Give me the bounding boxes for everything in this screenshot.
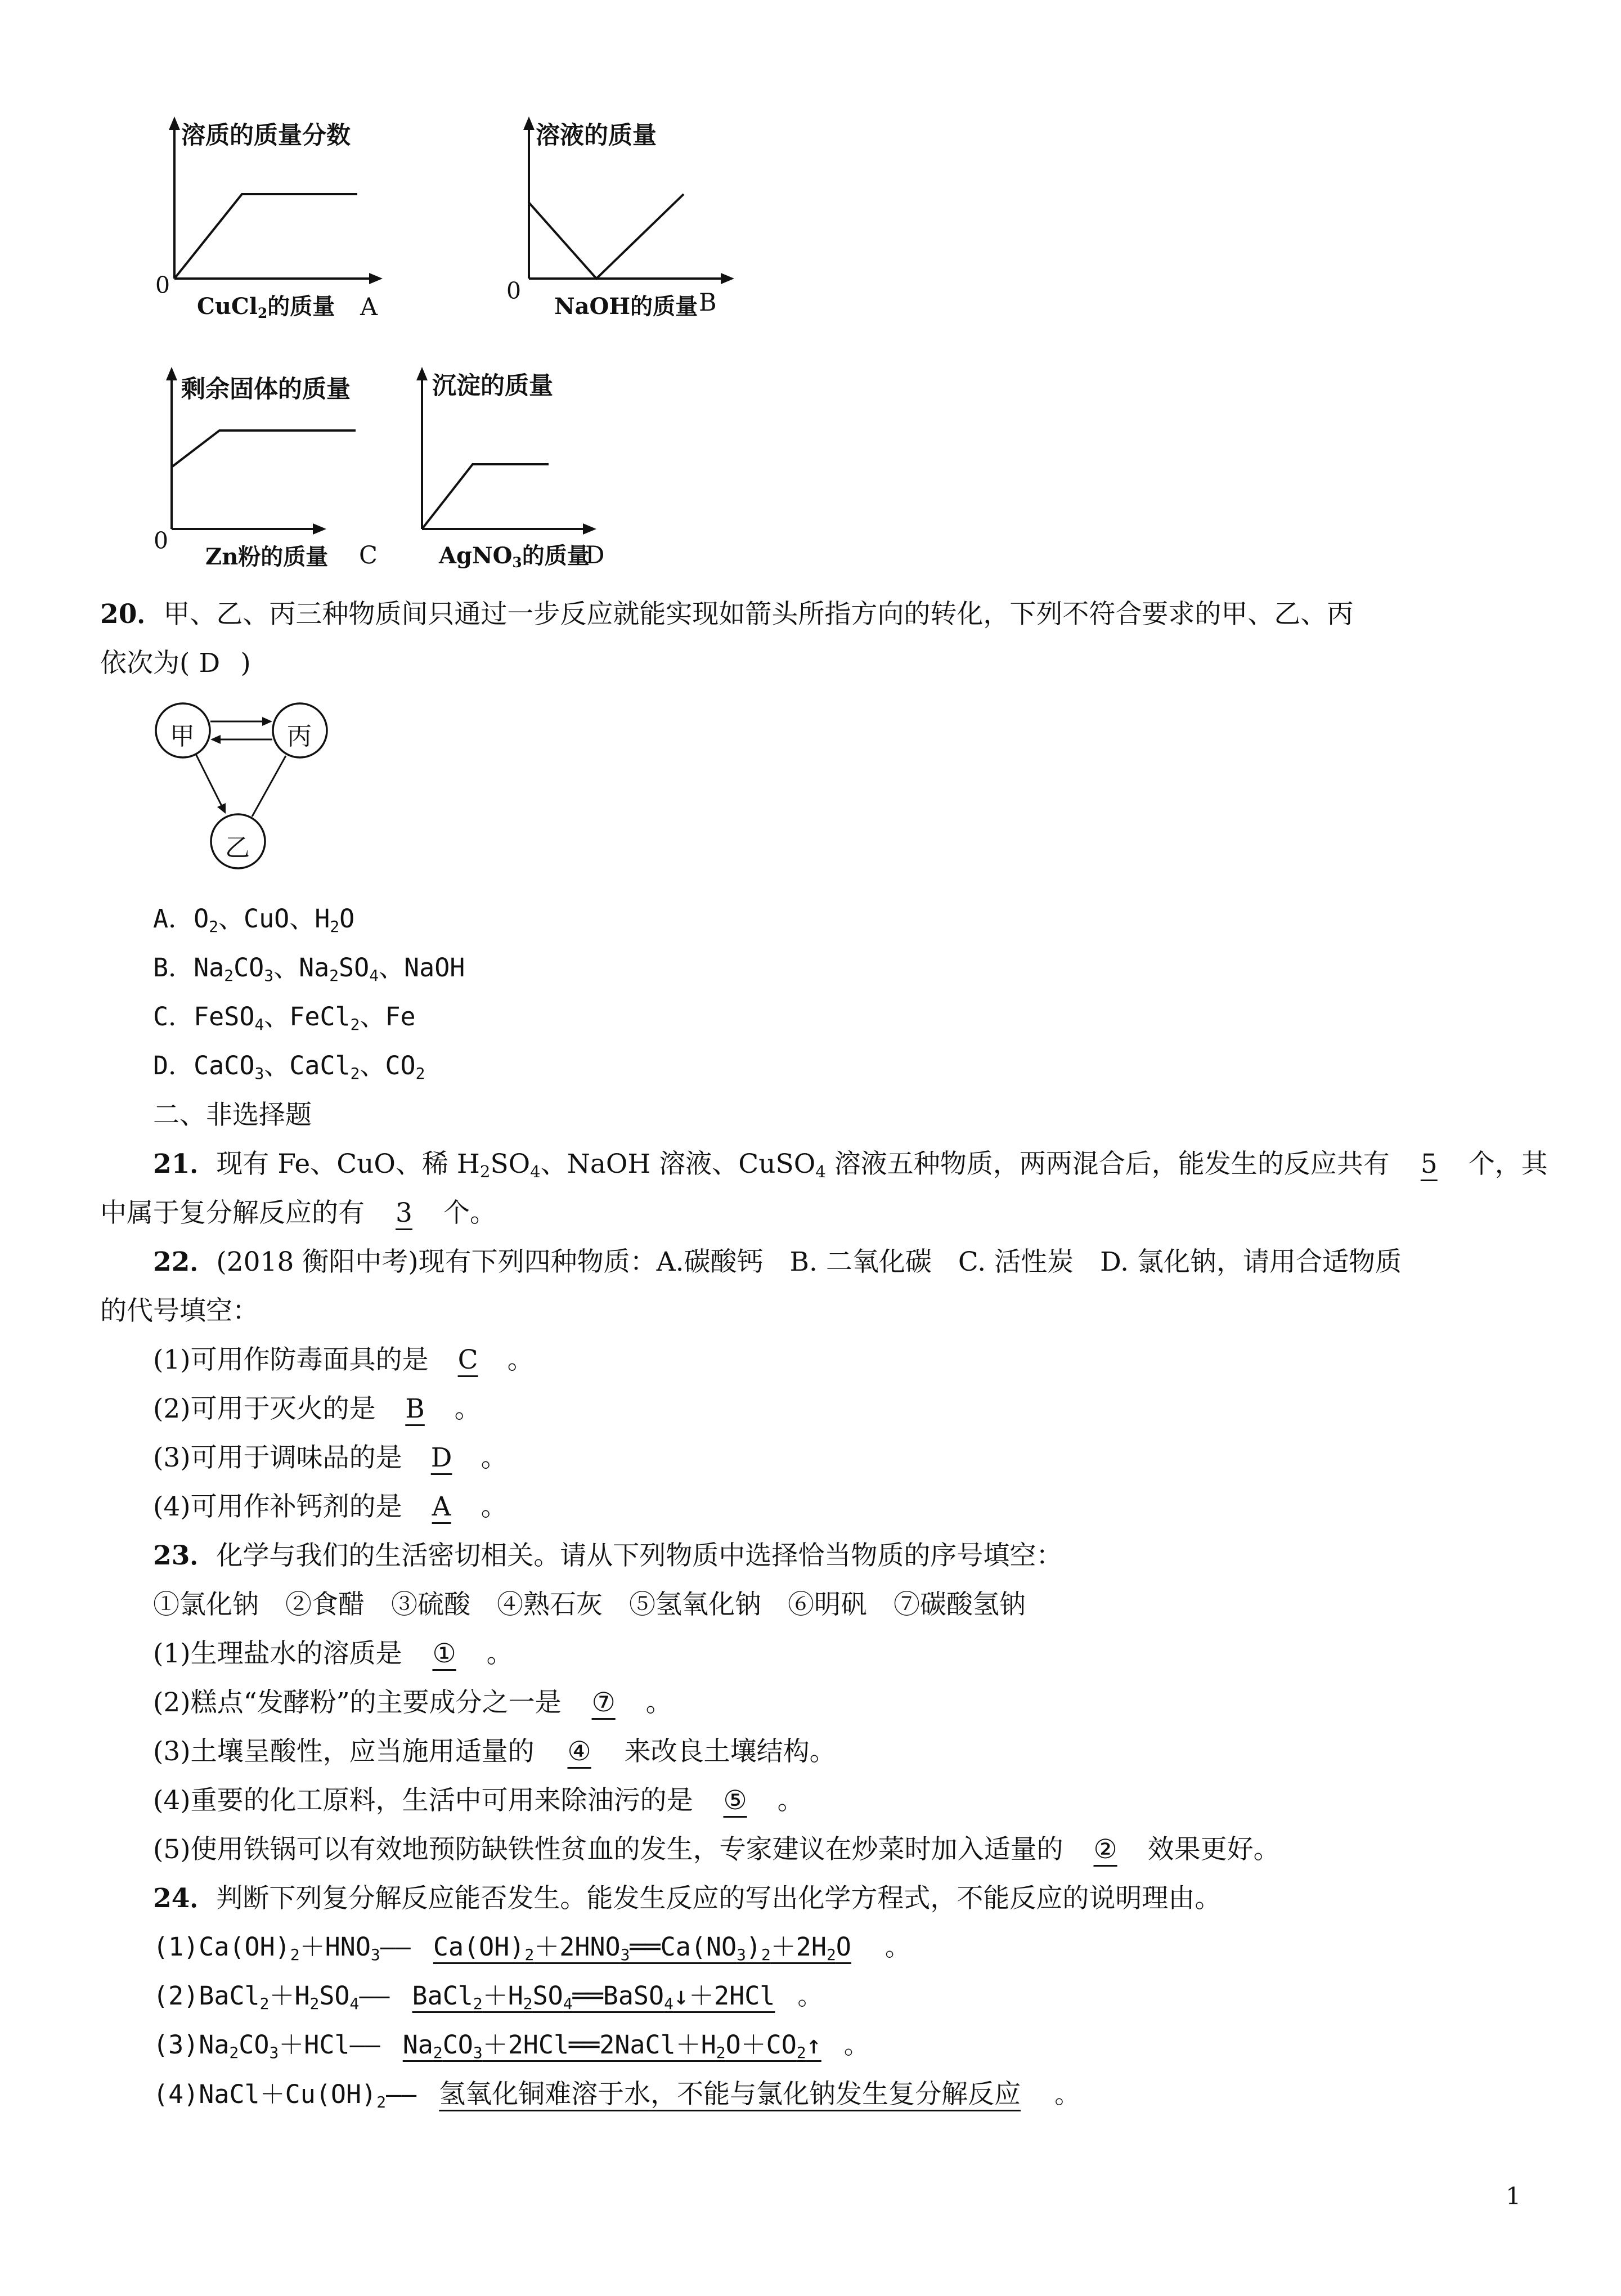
q20-option-b: B．$Na_2CO_3$、$Na_2SO_4$、NaOH — [153, 953, 465, 985]
graph-c-origin: 0 — [154, 527, 169, 554]
q21-text-1-end: 个，其 — [1468, 1149, 1548, 1180]
q23-text-1: 化学与我们的生活密切相关。请从下列物质中选择恰当物质的序号填空： — [216, 1540, 1063, 1571]
q20-text-2: 依次为( — [100, 648, 190, 679]
q23-item-stem: (4)重要的化工原料，生活中可用来除油污的是 — [153, 1785, 693, 1816]
node-yi: 乙 — [225, 833, 250, 862]
graph-b-curve — [529, 194, 684, 279]
q20-option-c: C．FeSO$_4$、FeCl$_2$、Fe — [153, 1002, 416, 1034]
graph-c-letter: C — [359, 541, 378, 569]
q22-line-2: 的代号填空： — [100, 1295, 259, 1326]
q24-item-end: 。 — [884, 1932, 910, 1962]
q22-item-3 — [153, 1442, 508, 1473]
node-jia: 甲 — [170, 722, 195, 751]
q23-item-5 — [153, 1836, 1280, 1863]
q23-item-stem: (3)土壤呈酸性，应当施用适量的 — [153, 1736, 535, 1767]
q23-item-end: 。 — [645, 1687, 672, 1718]
q24-item-2 — [153, 1983, 823, 2012]
q22-item-answer: A — [432, 1491, 451, 1522]
q21-answer-1: 5 — [1420, 1149, 1438, 1180]
q22-item-answer: B — [405, 1393, 425, 1424]
q24-item-stem: $(2)BaCl_2+H_2SO_4——$ — [153, 1981, 390, 2013]
graph-b-letter: B — [699, 289, 717, 317]
graph-d — [394, 360, 686, 574]
q23-item-stem: (2)糕点“发酵粉”的主要成分之一是 — [153, 1687, 562, 1718]
graph-a-letter: A — [360, 293, 378, 321]
q24-text-1: 判断下列复分解反应能否发生。能发生反应的写出化学方程式，不能反应的说明理由。 — [216, 1883, 1222, 1914]
graph-b-origin: 0 — [506, 277, 522, 304]
q22-item-end: 。 — [507, 1344, 534, 1375]
q24-line-1 — [153, 1885, 1221, 1912]
q24-item-end: 。 — [797, 1981, 823, 2011]
q23-item-1 — [153, 1640, 513, 1667]
q23-item-3 — [153, 1738, 836, 1765]
q23-item-answer: ⑦ — [591, 1687, 616, 1718]
q23-item-2 — [153, 1689, 672, 1716]
q21-number: 21． — [153, 1149, 217, 1180]
q22-item-stem: (1)可用作防毒面具的是 — [153, 1344, 429, 1375]
q23-line-1 — [153, 1542, 1062, 1569]
q23-item-stem: (1)生理盐水的溶质是 — [153, 1638, 402, 1669]
q21-answer-2: 3 — [396, 1198, 412, 1228]
graph-a-curve — [174, 194, 357, 279]
q22-item-end: 。 — [481, 1442, 508, 1473]
cycle-diagram — [152, 692, 343, 884]
graph-c-y-label: 剩余固体的质量 — [181, 375, 351, 403]
q21-line-1 — [153, 1151, 1548, 1180]
graph-d-letter: D — [585, 541, 605, 569]
q24-item-answer: $Ca(OH)_2+2HNO_3══Ca(NO_3)_2+2H_2O$ — [433, 1932, 851, 1964]
q24-item-answer: $Na_2CO_3+2HCl══2NaCl+H_2O+CO_2↑$ — [402, 2030, 821, 2062]
q24-item-4 — [153, 2081, 1080, 2110]
q22-text-1: (2018 衡阳中考)现有下列四种物质：A.碳酸钙 B. 二氧化碳 C. 活性炭 D. 氯化钠，请用合适物质 — [216, 1246, 1402, 1277]
q22-item-4 — [153, 1491, 508, 1522]
q24-item-stem: $(1)Ca(OH)_2+HNO_3——$ — [153, 1932, 411, 1964]
q21-text-2-end: 个。 — [443, 1198, 496, 1228]
q23-number: 23． — [153, 1540, 217, 1571]
q23-item-4 — [153, 1787, 804, 1814]
q22-item-stem: (3)可用于调味品的是 — [153, 1442, 402, 1473]
q20-option-a: A．$O_2$、CuO、$H_2O$ — [153, 904, 355, 936]
q22-item-stem: (4)可用作补钙剂的是 — [153, 1491, 402, 1522]
q20-number: 20． — [100, 599, 164, 630]
q22-item-1 — [153, 1344, 534, 1375]
q22-item-answer: C — [457, 1344, 478, 1375]
q24-number: 24． — [153, 1883, 217, 1914]
q23-item-end: 。 — [777, 1785, 804, 1816]
section-title: 二、非选择题 — [153, 1100, 312, 1131]
q23-item-answer: ② — [1093, 1834, 1117, 1865]
q22-item-answer: D — [430, 1442, 452, 1473]
q23-item-end: 。 — [486, 1638, 513, 1669]
graph-c-x-label: Zn粉的质量 — [205, 544, 329, 570]
q22-item-stem: (2)可用于灭火的是 — [153, 1393, 376, 1424]
graph-a-x-label: CuCl$_2$的质量 — [197, 293, 335, 321]
graph-b-y-label: 溶液的质量 — [536, 122, 657, 150]
q20-text-2-end: ) — [240, 648, 251, 679]
graph-b-x-label: NaOH的质量 — [554, 293, 698, 320]
q24-item-1 — [153, 1934, 910, 1963]
q23-item-stem: (5)使用铁锅可以有效地预防缺铁性贫血的发生，专家建议在炒菜时加入适量的 — [153, 1834, 1063, 1865]
q22-item-end: 。 — [481, 1491, 508, 1522]
q24-item-stem: $(4)NaCl+Cu(OH)_2——$ — [153, 2079, 417, 2111]
q23-item-end: 效果更好。 — [1147, 1834, 1280, 1865]
q20-option-d: D．CaCO$_3$、CaCl$_2$、$CO_2$ — [153, 1051, 425, 1083]
q22-number: 22． — [153, 1246, 217, 1277]
page-number: 1 — [1506, 2182, 1521, 2210]
graph-b — [501, 110, 793, 324]
graph-a — [146, 110, 439, 324]
q23-item-answer: ① — [432, 1638, 456, 1669]
q21-text-2: 中属于复分解反应的有 — [100, 1198, 365, 1228]
q23-item-answer: ⑤ — [723, 1785, 747, 1816]
graph-d-y-label: 沉淀的质量 — [432, 372, 553, 400]
graph-c-curve — [172, 430, 356, 467]
graph-a-y-label: 溶质的质量分数 — [181, 122, 351, 150]
graph-d-curve — [422, 464, 549, 529]
q24-item-end: 。 — [843, 2030, 869, 2060]
q22-item-end: 。 — [454, 1393, 481, 1424]
q24-item-3 — [153, 2032, 869, 2061]
q24-item-answer: 氢氧化铜难溶于水，不能与氯化钠发生复分解反应 — [439, 2079, 1021, 2110]
q20-line-1 — [100, 599, 1354, 630]
q20-text-1: 甲、乙、丙三种物质间只通过一步反应就能实现如箭头所指方向的转化，下列不符合要求的甲、乙、丙 — [163, 599, 1354, 630]
q23-item-answer: ④ — [567, 1736, 591, 1767]
graph-a-origin: 0 — [155, 272, 170, 299]
q21-text-1: 现有 Fe、CuO、稀 $H_2SO_4$、NaOH 溶液、CuSO$_4$ 溶液五种物质，两两混合后，能发生的反应共有 — [216, 1149, 1390, 1182]
q20-answer: D — [199, 648, 221, 679]
q22-line-1 — [153, 1246, 1402, 1277]
q22-item-2 — [153, 1393, 481, 1424]
node-bing: 丙 — [287, 722, 312, 751]
q24-item-end: 。 — [1054, 2079, 1080, 2109]
q24-item-stem: $(3)Na_2CO_3+HCl——$ — [153, 2030, 380, 2062]
q23-item-end: 来改良土壤结构。 — [624, 1736, 836, 1767]
q24-item-answer: $BaCl_2+H_2SO_4══BaSO_4↓+2HCl$ — [412, 1981, 775, 2013]
q20-line-2 — [100, 648, 251, 679]
q21-line-2 — [100, 1200, 496, 1226]
graph-d-x-label: AgNO$_3$的质量 — [439, 542, 590, 571]
q23-choices: ①氯化钠 ②食醋 ③硫酸 ④熟石灰 ⑤氢氧化钠 ⑥明矾 ⑦碳酸氢钠 — [153, 1589, 1026, 1620]
